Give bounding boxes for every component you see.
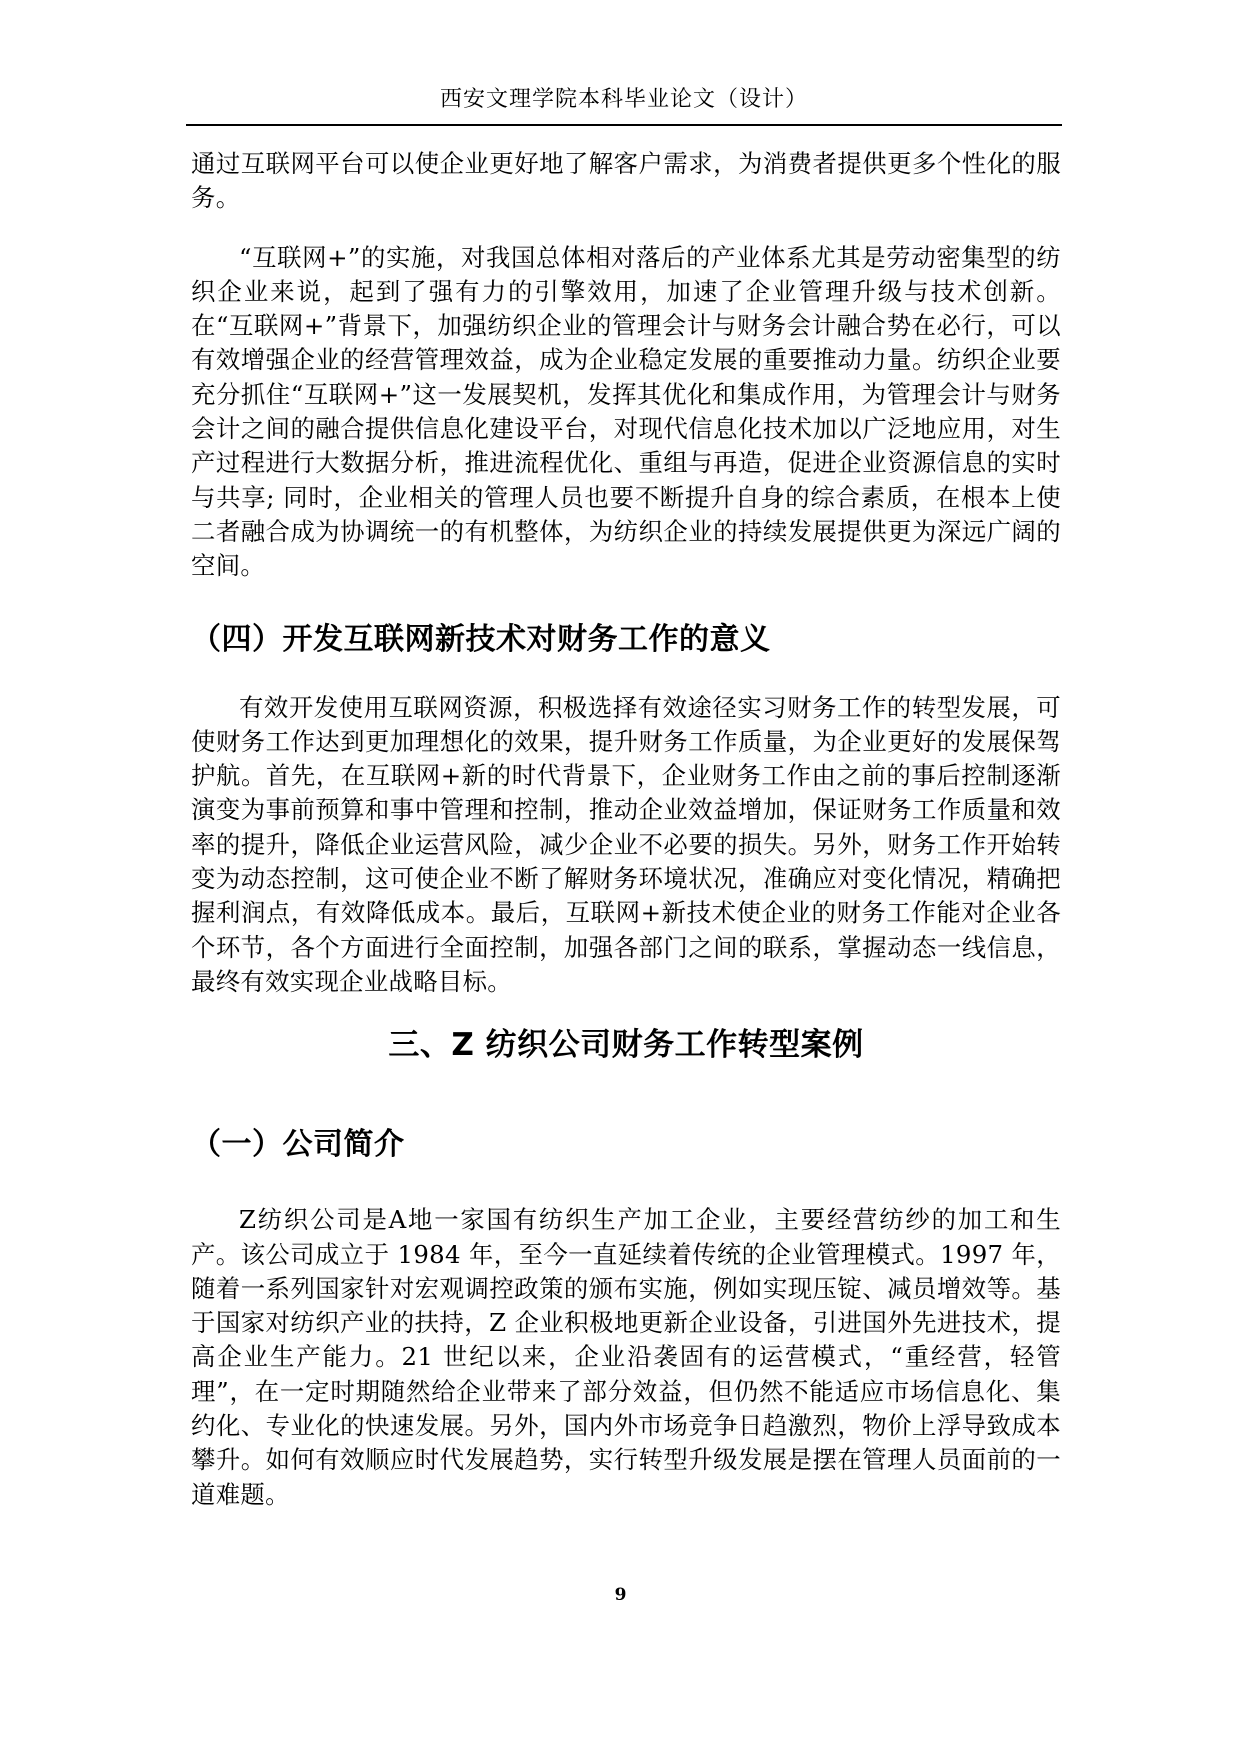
subsection-heading-1: （一）公司简介 [191,1127,405,1163]
paragraph-continuation: 通过互联网平台可以使企业更好地了解客户需求，为消费者提供更多个性化的服务。 [191,149,1061,213]
paragraph-internet-plus: “互联网+”的实施，对我国总体相对落后的产业体系尤其是劳动密集型的纺织企业来说，起到了强有力的引擎效用，加速了企业管理升级与技术创新。在“互联网+”背景下，加强纺织企业的管理会计与财务会计融合势在必行，可以有效增强企业的经营管理效益，成为企业稳定发展的重要推动力量。纺织企业要充分抓住“互联网+”这一发展契机，发挥其优化和集成作用，为管理会计与财务会计之间的融合提供信息化建设平台，对现代信息化技术加以广泛地应用，对生产过程进行大数据分析，推进流程优化、重组与再造，促进企业资源信息的实时与共享; 同时，企业相关的管理人员也要不断提升自身的综合素质，在根本上使二者融合成为协调统一的有机整体，为纺织企业的持续发展提供更为深远广阔的空间。 [191,242,1061,581]
running-header: 西安文理学院本科毕业论文（设计） [439,87,808,112]
page-body [191,147,1061,1512]
chapter-heading-3: 三、Z 纺织公司财务工作转型案例 [388,1027,864,1064]
page-number: 9 [614,1585,627,1605]
paragraph-company-intro: Z纺织公司是A地一家国有纺织生产加工企业，主要经营纺纱的加工和生产。该公司成立于 1984 年，至今一直延续着传统的企业管理模式。1997 年，随着一系列国家针对宏观调控政策的颁布实施，例如实现压锭、减员增效等。基于国家对纺织产业的扶持，Z 企业积极地更新企业设备，引进国外先进技术，提高企业生产能力。21 世纪以来，企业沿袭固有的运营模式，“重经营，轻管理”，在一定时期随然给企业带来了部分效益，但仍然不能适应市场信息化、集约化、专业化的快速发展。另外，国内外市场竞争日趋激烈，物价上浮导致成本攀升。如何有效顺应时代发展趋势，实行转型升级发展是摆在管理人员面前的一道难题。 [191,1205,1061,1509]
header-divider [186,124,1062,126]
paragraph-section-4: 有效开发使用互联网资源，积极选择有效途径实习财务工作的转型发展，可使财务工作达到更加理想化的效果，提升财务工作质量，为企业更好的发展保驾护航。首先，在互联网+新的时代背景下，企业财务工作由之前的事后控制逐渐演变为事前预算和事中管理和控制，推动企业效益增加，保证财务工作质量和效率的提升，降低企业运营风险，减少企业不必要的损失。另外，财务工作开始转变为动态控制，这可使企业不断了解财务环境状况，准确应对变化情况，精确把握利润点，有效降低成本。最后，互联网+新技术使企业的财务工作能对企业各个环节，各个方面进行全面控制，加强各部门之间的联系，掌握动态一线信息，最终有效实现企业战略目标。 [191,692,1061,996]
section-heading-4: （四）开发互联网新技术对财务工作的意义 [191,621,771,657]
